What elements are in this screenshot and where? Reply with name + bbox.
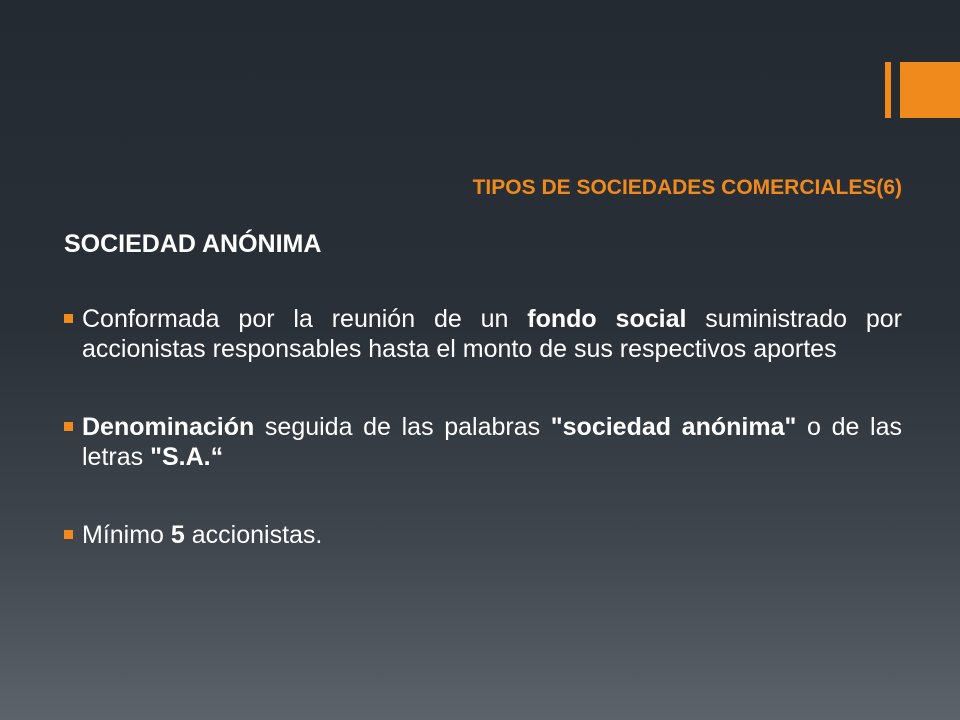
square-bullet-icon — [64, 530, 73, 539]
bullet-list — [64, 304, 902, 598]
square-bullet-icon — [64, 422, 73, 431]
bullet-bold-text: Denominación — [82, 413, 255, 441]
bullet-item-minimo — [64, 520, 902, 550]
bullet-text: seguida de las palabras — [254, 413, 551, 441]
bullet-bold-text: 5 — [170, 521, 185, 549]
slide-title: TIPOS DE SOCIEDADES COMERCIALES(6) — [472, 176, 902, 199]
bullet-bold-text: "sociedad anónima" — [550, 413, 797, 441]
bullet-text: o de las letras — [82, 413, 902, 471]
square-bullet-icon — [64, 314, 73, 323]
bullet-bold-text: "S.A.“ — [150, 443, 224, 471]
bullet-bold-text: fondo social — [527, 305, 687, 333]
accent-bar-thin — [885, 62, 891, 118]
slide-subtitle: SOCIEDAD ANÓNIMA — [64, 230, 322, 258]
bullet-text: suministrado por accionistas responsables hasta el monto de sus respectivos aportes — [82, 305, 902, 363]
accent-bar-thick — [900, 62, 960, 118]
bullet-text: Mínimo — [82, 521, 171, 549]
bullet-item-denominacion — [64, 412, 902, 472]
bullet-text: Conformada por la reunión de un — [82, 305, 528, 333]
bullet-text: accionistas. — [184, 521, 323, 549]
bullet-item-conformada — [64, 304, 902, 364]
